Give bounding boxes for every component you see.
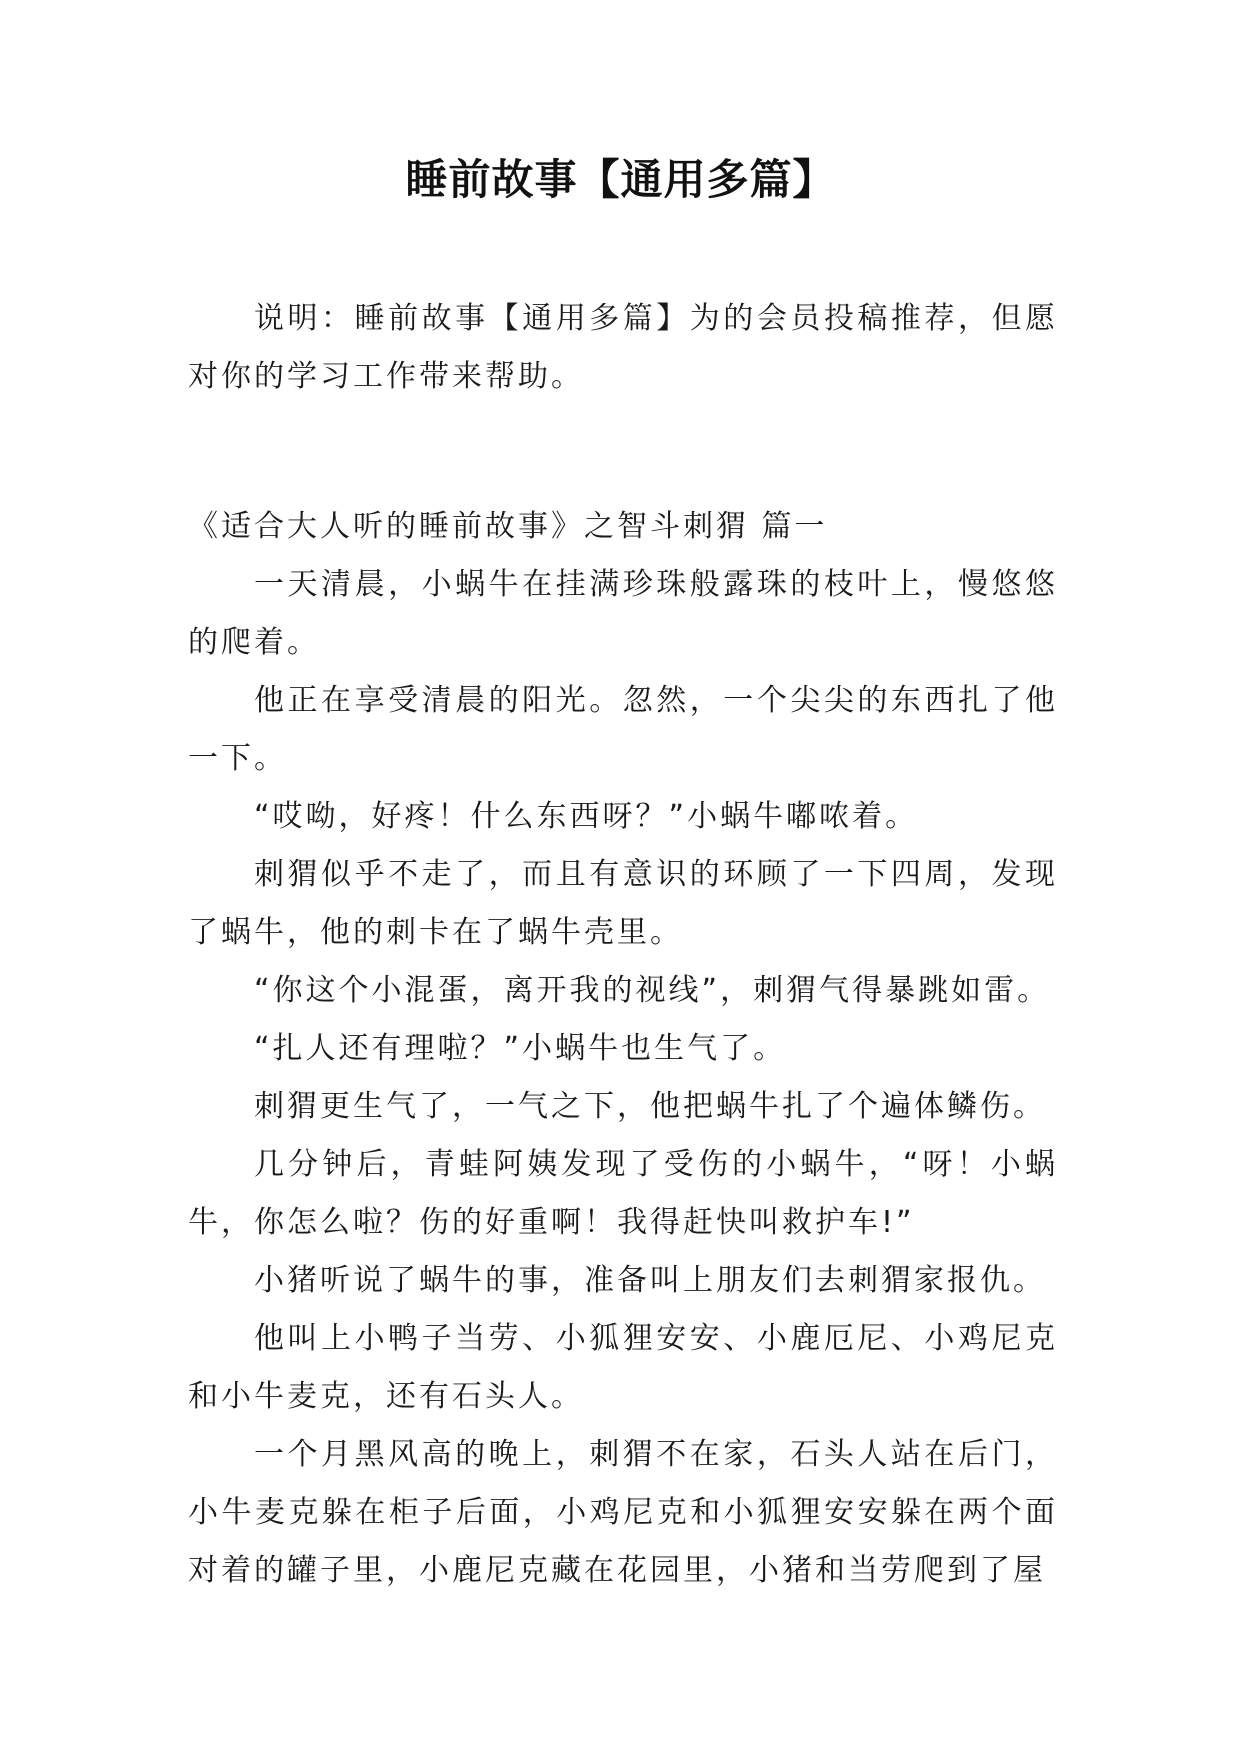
story-paragraph: “扎人还有理啦？”小蜗牛也生气了。 xyxy=(254,1031,787,1066)
story-paragraph: 一个月黑风高的晚上，刺猬不在家，石头人站在后门，小牛麦克躲在柜子后面，小鸡尼克和小狐狸安安躲在两个面对着的罐子里，小鹿尼克藏在花园里，小猪和当劳爬到了屋 xyxy=(188,1437,1058,1588)
story-paragraph: 一天清晨，小蜗牛在挂满珍珠般露珠的枝叶上，慢悠悠的爬着。 xyxy=(188,567,1058,660)
story-paragraph: “哎呦，好疼！什么东西呀？”小蜗牛嘟哝着。 xyxy=(254,799,919,834)
document-title: 睡前故事【通用多篇】 xyxy=(405,155,836,204)
story-paragraph: 刺猬更生气了，一气之下，他把蜗牛扎了个遍体鳞伤。 xyxy=(254,1089,1046,1124)
story-paragraph: “你这个小混蛋，离开我的视线”，刺猬气得暴跳如雷。 xyxy=(254,973,1051,1008)
story-paragraph: 他正在享受清晨的阳光。忽然，一个尖尖的东西扎了他一下。 xyxy=(188,683,1058,776)
story-paragraph: 他叫上小鸭子当劳、小狐狸安安、小鹿厄尼、小鸡尼克和小牛麦克，还有石头人。 xyxy=(188,1321,1058,1414)
story-paragraph: 几分钟后，青蛙阿姨发现了受伤的小蜗牛，“呀！小蜗牛，你怎么啦？伤的好重啊！我得赶快叫救护车!” xyxy=(188,1147,1058,1240)
section-heading: 《适合大人听的睡前故事》之智斗刺猬 篇一 xyxy=(188,509,828,544)
intro-paragraph: 说明：睡前故事【通用多篇】为的会员投稿推荐，但愿对你的学习工作带来帮助。 xyxy=(188,301,1058,394)
story-paragraph: 小猪听说了蜗牛的事，准备叫上朋友们去刺猬家报仇。 xyxy=(254,1263,1046,1298)
document-body xyxy=(188,290,1058,1600)
story-paragraph: 刺猬似乎不走了，而且有意识的环顾了一下四周，发现了蜗牛，他的刺卡在了蜗牛壳里。 xyxy=(188,857,1058,950)
